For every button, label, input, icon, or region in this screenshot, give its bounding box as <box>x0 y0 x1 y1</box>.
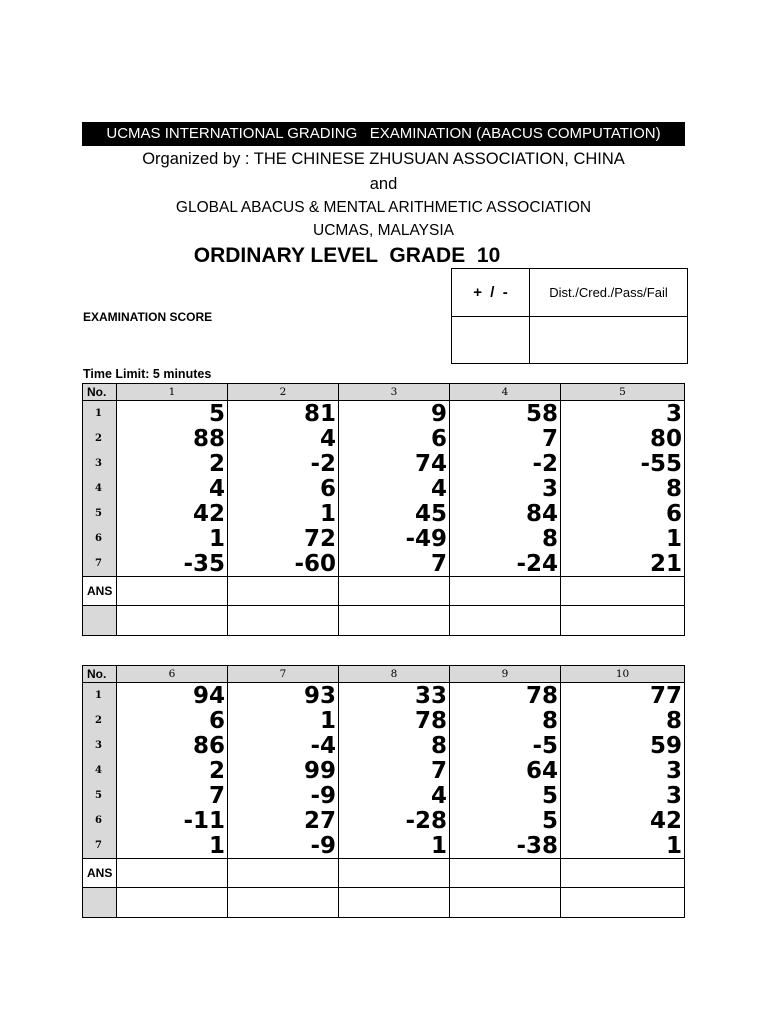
marking-cell[interactable] <box>450 888 561 918</box>
grade-cell[interactable] <box>530 317 688 364</box>
row-number: 4 <box>83 758 117 783</box>
no-header: No. <box>83 666 117 683</box>
question-table-2 <box>82 665 685 918</box>
question-value: 4 <box>339 783 450 808</box>
row-number: 3 <box>83 451 117 476</box>
question-value: -55 <box>561 451 685 476</box>
row-number: 4 <box>83 476 117 501</box>
association-line: GLOBAL ABACUS & MENTAL ARITHMETIC ASSOCIATION <box>175 199 592 216</box>
question-number-header: 1 <box>117 384 228 401</box>
question-value: -35 <box>117 551 228 577</box>
marking-cell[interactable] <box>561 606 685 636</box>
page-title: ORDINARY LEVEL GRADE 10 <box>193 244 501 267</box>
score-box <box>451 268 688 364</box>
question-value: 2 <box>117 451 228 476</box>
question-value: 93 <box>228 683 339 709</box>
marking-cell[interactable] <box>117 888 228 918</box>
marking-cell[interactable] <box>228 606 339 636</box>
answer-cell[interactable] <box>450 577 561 606</box>
marking-cell[interactable] <box>117 606 228 636</box>
question-value: -2 <box>228 451 339 476</box>
question-value: -11 <box>117 808 228 833</box>
answer-cell[interactable] <box>561 577 685 606</box>
question-value: 64 <box>450 758 561 783</box>
exam-banner: UCMAS INTERNATIONAL GRADING EXAMINATION (ABACUS COMPUTATION) <box>82 122 685 146</box>
row-number: 7 <box>83 551 117 577</box>
question-number-header: 7 <box>228 666 339 683</box>
row-number: 5 <box>83 783 117 808</box>
marking-cell[interactable] <box>339 606 450 636</box>
marking-label-cell <box>83 606 117 636</box>
question-value: 1 <box>339 833 450 859</box>
answer-cell[interactable] <box>117 859 228 888</box>
question-value: -60 <box>228 551 339 577</box>
ans-label: ANS <box>83 859 117 888</box>
answer-cell[interactable] <box>339 577 450 606</box>
score-cell[interactable] <box>452 317 530 364</box>
grade-categories-header: Dist./Cred./Pass/Fail <box>530 269 688 317</box>
question-value: 94 <box>117 683 228 709</box>
question-value: 1 <box>117 833 228 859</box>
question-number-header: 6 <box>117 666 228 683</box>
question-value: 27 <box>228 808 339 833</box>
question-value: 88 <box>117 426 228 451</box>
question-number-header: 9 <box>450 666 561 683</box>
question-value: 6 <box>228 476 339 501</box>
question-value: 80 <box>561 426 685 451</box>
location-line: UCMAS, MALAYSIA <box>313 222 454 239</box>
row-number: 1 <box>83 401 117 427</box>
question-value: 21 <box>561 551 685 577</box>
question-value: 99 <box>228 758 339 783</box>
question-value: 78 <box>339 708 450 733</box>
question-value: -2 <box>450 451 561 476</box>
marking-cell[interactable] <box>561 888 685 918</box>
question-value: 1 <box>228 501 339 526</box>
question-value: 4 <box>117 476 228 501</box>
row-number: 6 <box>83 526 117 551</box>
question-value: 6 <box>117 708 228 733</box>
question-value: 7 <box>450 426 561 451</box>
answer-cell[interactable] <box>228 577 339 606</box>
row-number: 2 <box>83 708 117 733</box>
question-value: -24 <box>450 551 561 577</box>
question-value: 8 <box>450 708 561 733</box>
question-value: 86 <box>117 733 228 758</box>
question-value: 5 <box>117 401 228 427</box>
question-value: 6 <box>339 426 450 451</box>
question-value: 72 <box>228 526 339 551</box>
question-value: 8 <box>450 526 561 551</box>
question-value: 58 <box>450 401 561 427</box>
question-value: 45 <box>339 501 450 526</box>
question-value: -9 <box>228 833 339 859</box>
row-number: 5 <box>83 501 117 526</box>
question-value: 3 <box>561 401 685 427</box>
question-value: -38 <box>450 833 561 859</box>
question-value: -5 <box>450 733 561 758</box>
row-number: 1 <box>83 683 117 709</box>
question-table-1 <box>82 383 685 636</box>
row-number: 2 <box>83 426 117 451</box>
question-value: 4 <box>339 476 450 501</box>
and-line: and <box>369 175 398 193</box>
marking-cell[interactable] <box>450 606 561 636</box>
question-value: 7 <box>339 758 450 783</box>
question-value: 5 <box>450 783 561 808</box>
question-value: 42 <box>561 808 685 833</box>
question-number-header: 10 <box>561 666 685 683</box>
question-value: 2 <box>117 758 228 783</box>
question-value: 1 <box>228 708 339 733</box>
question-value: 77 <box>561 683 685 709</box>
answer-cell[interactable] <box>117 577 228 606</box>
question-value: -9 <box>228 783 339 808</box>
question-number-header: 8 <box>339 666 450 683</box>
question-value: -49 <box>339 526 450 551</box>
operations-header: + / - <box>452 269 530 317</box>
question-number-header: 4 <box>450 384 561 401</box>
no-header: No. <box>83 384 117 401</box>
row-number: 7 <box>83 833 117 859</box>
question-value: 4 <box>228 426 339 451</box>
question-value: 1 <box>117 526 228 551</box>
question-value: 81 <box>228 401 339 427</box>
question-value: -4 <box>228 733 339 758</box>
question-value: 7 <box>339 551 450 577</box>
question-value: 9 <box>339 401 450 427</box>
question-number-header: 3 <box>339 384 450 401</box>
answer-cell[interactable] <box>450 859 561 888</box>
ans-label: ANS <box>83 577 117 606</box>
marking-cell[interactable] <box>228 888 339 918</box>
question-value: 74 <box>339 451 450 476</box>
question-value: 7 <box>117 783 228 808</box>
time-limit-label: Time Limit: 5 minutes <box>83 367 212 381</box>
question-number-header: 2 <box>228 384 339 401</box>
question-value: 6 <box>561 501 685 526</box>
marking-label-cell <box>83 888 117 918</box>
question-value: 78 <box>450 683 561 709</box>
question-value: 3 <box>450 476 561 501</box>
answer-cell[interactable] <box>228 859 339 888</box>
question-value: 84 <box>450 501 561 526</box>
question-value: 1 <box>561 833 685 859</box>
row-number: 6 <box>83 808 117 833</box>
question-value: 8 <box>339 733 450 758</box>
question-value: 42 <box>117 501 228 526</box>
question-value: 8 <box>561 708 685 733</box>
organizer-line: Organized by : THE CHINESE ZHUSUAN ASSOCIATION, CHINA <box>142 150 625 168</box>
marking-cell[interactable] <box>339 888 450 918</box>
question-value: 5 <box>450 808 561 833</box>
examination-score-label: EXAMINATION SCORE <box>83 310 213 324</box>
question-value: -28 <box>339 808 450 833</box>
question-value: 8 <box>561 476 685 501</box>
question-value: 3 <box>561 783 685 808</box>
answer-cell[interactable] <box>339 859 450 888</box>
question-value: 59 <box>561 733 685 758</box>
question-number-header: 5 <box>561 384 685 401</box>
question-value: 1 <box>561 526 685 551</box>
row-number: 3 <box>83 733 117 758</box>
question-value: 33 <box>339 683 450 709</box>
question-value: 3 <box>561 758 685 783</box>
answer-cell[interactable] <box>561 859 685 888</box>
